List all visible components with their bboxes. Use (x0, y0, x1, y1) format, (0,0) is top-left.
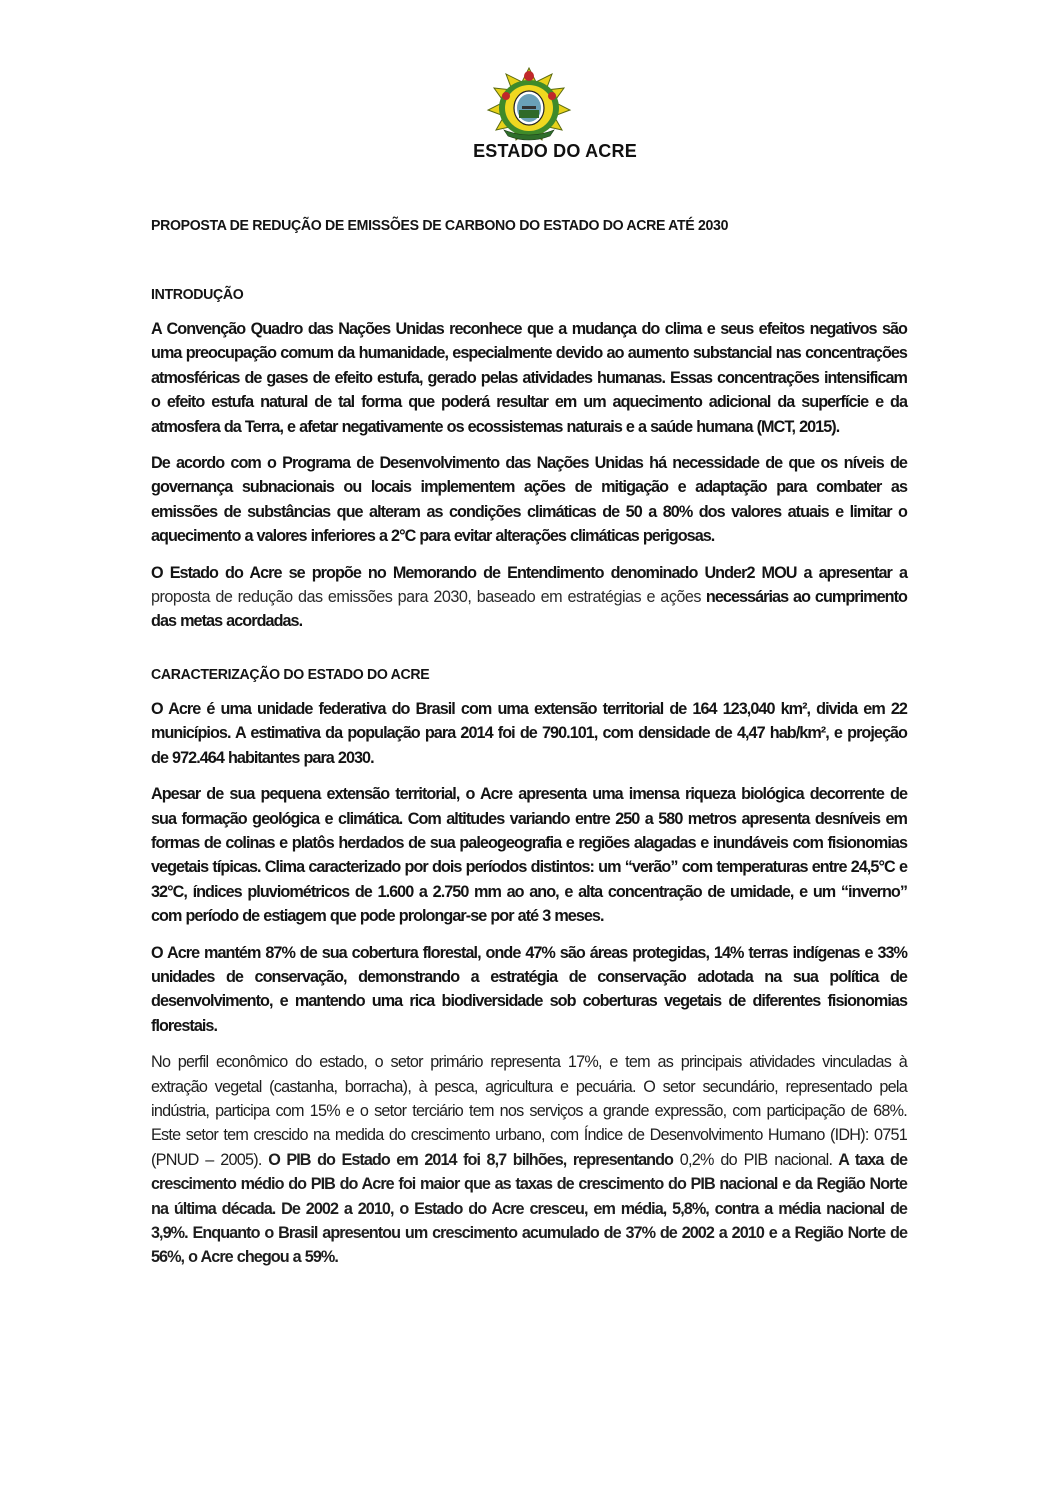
paragraph-cobertura-florestal: O Acre mantém 87% de sua cobertura florestal, onde 47% são áreas protegidas, 14% terras indígenas e 33% unidades de conservação, demonstrando a estratégia de conservação adotada na sua política de desenvolvimento, e mantendo uma rica biodiversidade sob coberturas vegetais de diferentes fisionomias florestais. (151, 943, 907, 1035)
paragraph-convencao: A Convenção Quadro das Nações Unidas reconhece que a mudança do clima e seus efeitos negativos são uma preocupação comum da humanidade, especialmente devido ao aumento substancial nas concentrações atmosféricas de gases de efeito estufa, gerado pelas atividades humanas. Essas concentrações intensificam o efeito estufa natural de tal forma que poderá resultar em um aquecimento adicional da superfície e da atmosfera da Terra, e afetar negativamente os ecossistemas naturais e a saúde humana (MCT, 2015). (151, 320, 907, 436)
acre-coat-of-arms-icon (484, 66, 574, 144)
economy-bold-text-2: A taxa de crescimento médio do PIB do Acre foi maior que as taxas de crescimento do PIB nacional e da Região Norte na última década. De 2002 a 2010, o Estado do Acre cresceu, em média, 5,8%, contra a média nacional de 3,9%. Enquanto o Brasil apresentou um crescimento acumulado de 37% de 2002 a 2010 e a Região Norte de 56%, o Acre chegou a 59%. (151, 1150, 908, 1267)
page-header (0, 66, 1058, 144)
mou-normal-text: proposta de redução das emissões para 2030, baseado em estratégias e ações (151, 588, 702, 607)
paragraph-perfil-economico (151, 1050, 907, 1270)
mou-bold-end-text: necessárias ao cumprimento das metas acordadas. (151, 588, 907, 631)
paragraph-under2-mou (151, 561, 907, 634)
section-heading-caracterizacao: CARACTERIZAÇÃO DO ESTADO DO ACRE (151, 665, 430, 683)
section-heading-introducao: INTRODUÇÃO (151, 286, 244, 303)
economy-bold-text-1: O PIB do Estado em 2014 foi 8,7 bilhões, representando (261, 1150, 673, 1169)
paragraph-riqueza-biologica: Apesar de sua pequena extensão territorial, o Acre apresenta uma imensa riqueza biológica decorrente de sua formação geológica e climática. Com altitudes variando entre 250 a 580 metros apresenta desníveis em formas de colinas e platôs herdados de sua paleogeografia e regiões alagadas e inundáveis com fisionomias vegetais típicas. Clima caracterizado por dois períodos distintos: um “verão” com temperaturas entre 24,5°C e 32°C, índices pluviométricos de 1.600 a 2.750 mm ao ano, e alta concentração de umidade, e um “inverno” com período de estiagem que pode prolongar-se por até 3 meses. (151, 785, 907, 926)
document-body (151, 217, 907, 1270)
economy-normal-text-1: No perfil econômico do estado, o setor primário representa 17%, e tem as principais atividades vinculadas à extração vegetal (castanha, borracha), à pesca, agricultura e pecuária. O setor secundário, representado pela indústria, participa com 15% e o setor terciário tem nos serviços a grande expressão, com participação de 68%. Este setor tem crescido na medida do crescimento urbano, com Índice de Desenvolvimento Humano (IDH): 0751 (PNUD – 2005). (151, 1053, 907, 1169)
mou-bold-text: O Estado do Acre se propõe no Memorando de Entendimento denominado Under2 MOU a apresentar a (151, 563, 907, 582)
paragraph-pnud: De acordo com o Programa de Desenvolvimento das Nações Unidas há necessidade de que os níveis de governança subnacionais ou locais implementem ações de mitigação e adaptação para combater as emissões de substâncias que alteram as condições climáticas de 50 a 80% dos valores atuais e limitar o aquecimento a valores inferiores a 2°C para evitar alterações climáticas perigosas. (151, 454, 907, 546)
state-name: ESTADO DO ACRE (473, 141, 637, 161)
paragraph-territorio: O Acre é uma unidade federativa do Brasil com uma extensão territorial de 164 123,040 km², divida em 22 municípios. A estimativa da população para 2014 foi de 790.101, com densidade de 4,47 hab/km², e projeção de 972.464 habitantes para 2030. (151, 699, 907, 767)
economy-normal-text-2: 0,2% do PIB nacional. (672, 1150, 833, 1169)
document-title: PROPOSTA DE REDUÇÃO DE EMISSÕES DE CARBONO DO ESTADO DO ACRE ATÉ 2030 (151, 217, 729, 234)
